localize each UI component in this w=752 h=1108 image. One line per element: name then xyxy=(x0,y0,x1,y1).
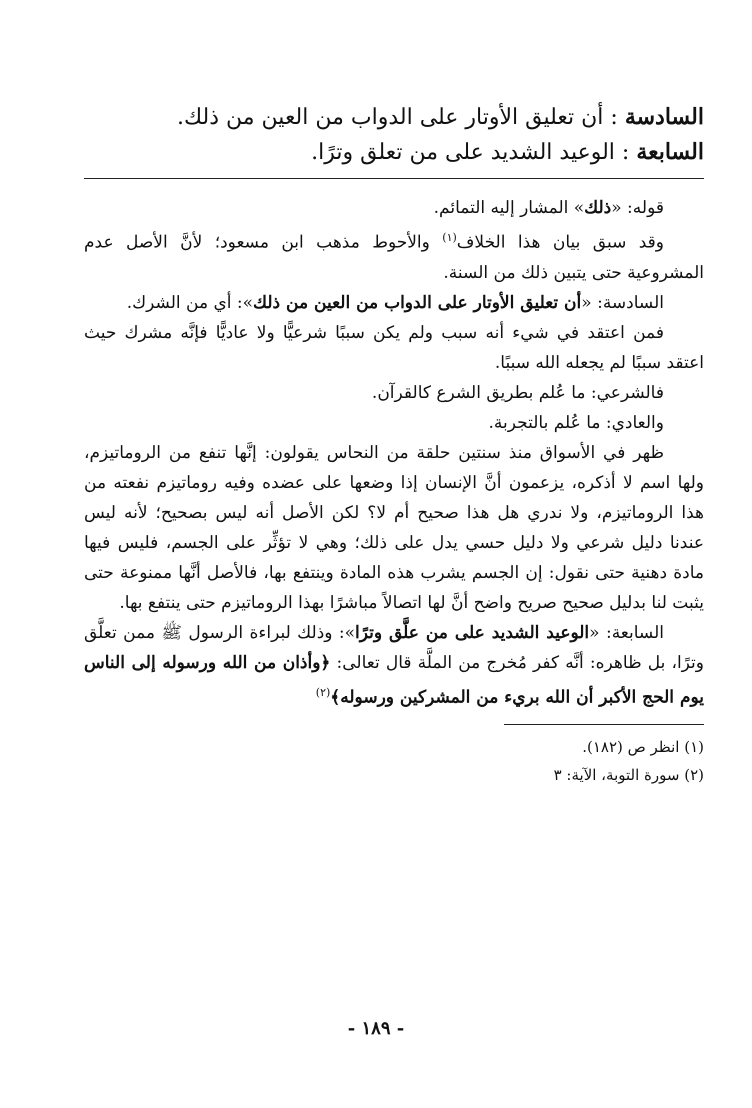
bold-term: أن تعليق الأوتار على الدواب من العين من ذلك xyxy=(253,292,582,313)
footnote-ref: (٢) xyxy=(315,685,331,699)
paragraph-8 xyxy=(84,618,704,713)
text-run: »: وذلك لبراءة الرسول ﷺ ممن تعلَّق وترًا، بل ظاهره: أنَّه كفر مُخرج من الملَّة قال تعالى: xyxy=(84,622,704,673)
paragraph-3 xyxy=(84,288,704,318)
footnote-ref: (١) xyxy=(442,231,457,244)
text-run: السادسة: « xyxy=(581,292,664,313)
text-run: قوله: « xyxy=(611,198,664,218)
paragraph-2 xyxy=(84,223,704,288)
text-run: »: أي من الشرك. xyxy=(126,292,254,313)
heading-seventh-text: : الوعيد الشديد على من تعلق وترًا. xyxy=(311,140,630,165)
text-run: السابعة: « xyxy=(589,622,664,643)
heading-seventh-label: السابعة xyxy=(636,139,704,165)
heading-sixth xyxy=(84,100,704,135)
paragraph-4: فمن اعتقد في شيء أنه سبب ولم يكن سببًا شرعيًّا ولا عاديًّا فإنَّه مشرك حيث اعتقد سببًا لم يجعله الله سببًا. xyxy=(84,322,704,373)
heading-sixth-label: السادسة xyxy=(624,104,704,130)
paragraph-7: ظهر في الأسواق منذ سنتين حلقة من النحاس يقولون: إنَّها تنفع من الروماتيزم، ولها اسم لا أذكره، يزعمون أنَّ الإنسان إذا وضعها على عضده وفيه روماتيزم نفعته من هذا الروماتيزم، ولا ندري هل هذا صحيح أم لا؟ لكن الأصل أنه ليس بصحيح؛ لأنه ليس عندنا دليل شرعي ولا دليل حسي يدل على ذلك؛ وهي لا تؤثِّر على الجسم، فليس فيها مادة دهنية حتى نقول: إن الجسم يشرب هذه المادة وينتفع بها، فالأصل أنَّها ممنوعة حتى يثبت لنا بدليل صحيح صريح واضح أنَّ لها اتصالاً مباشرًا بهذا الروماتيزم حتى ينتفع بها. xyxy=(84,442,704,613)
text-run: » المشار إليه التمائم. xyxy=(433,198,585,218)
page-content xyxy=(84,100,704,789)
bold-term: ذلك xyxy=(584,198,612,218)
footnote-2: (٢) سورة التوبة، الآية: ٣ xyxy=(553,766,704,785)
paragraph-6: والعادي: ما عُلم بالتجربة. xyxy=(488,412,664,433)
quran-verse: ﴿وأذان من الله ورسوله إلى الناس يوم الحج الأكبر أن الله بريء من المشركين ورسوله﴾ xyxy=(84,652,704,708)
paragraph-1 xyxy=(84,193,704,223)
page-number: - ١٨٩ - xyxy=(347,1018,405,1039)
footnote-1: (١) انظر ص (١٨٢). xyxy=(582,738,704,757)
section-divider xyxy=(84,178,704,179)
heading-seventh xyxy=(84,135,704,170)
footnote-divider xyxy=(504,724,704,725)
text-run: وقد سبق بيان هذا الخلاف xyxy=(456,232,664,253)
heading-sixth-text: : أن تعليق الأوتار على الدواب من العين من ذلك. xyxy=(177,105,618,130)
bold-term: الوعيد الشديد على من علَّق وترًا xyxy=(355,622,590,643)
text-run: والأحوط مذهب ابن مسعود؛ لأنَّ الأصل عدم المشروعية حتى يتبين ذلك من السنة. xyxy=(84,232,704,283)
paragraph-5: فالشرعي: ما عُلم بطريق الشرع كالقرآن. xyxy=(371,382,664,403)
